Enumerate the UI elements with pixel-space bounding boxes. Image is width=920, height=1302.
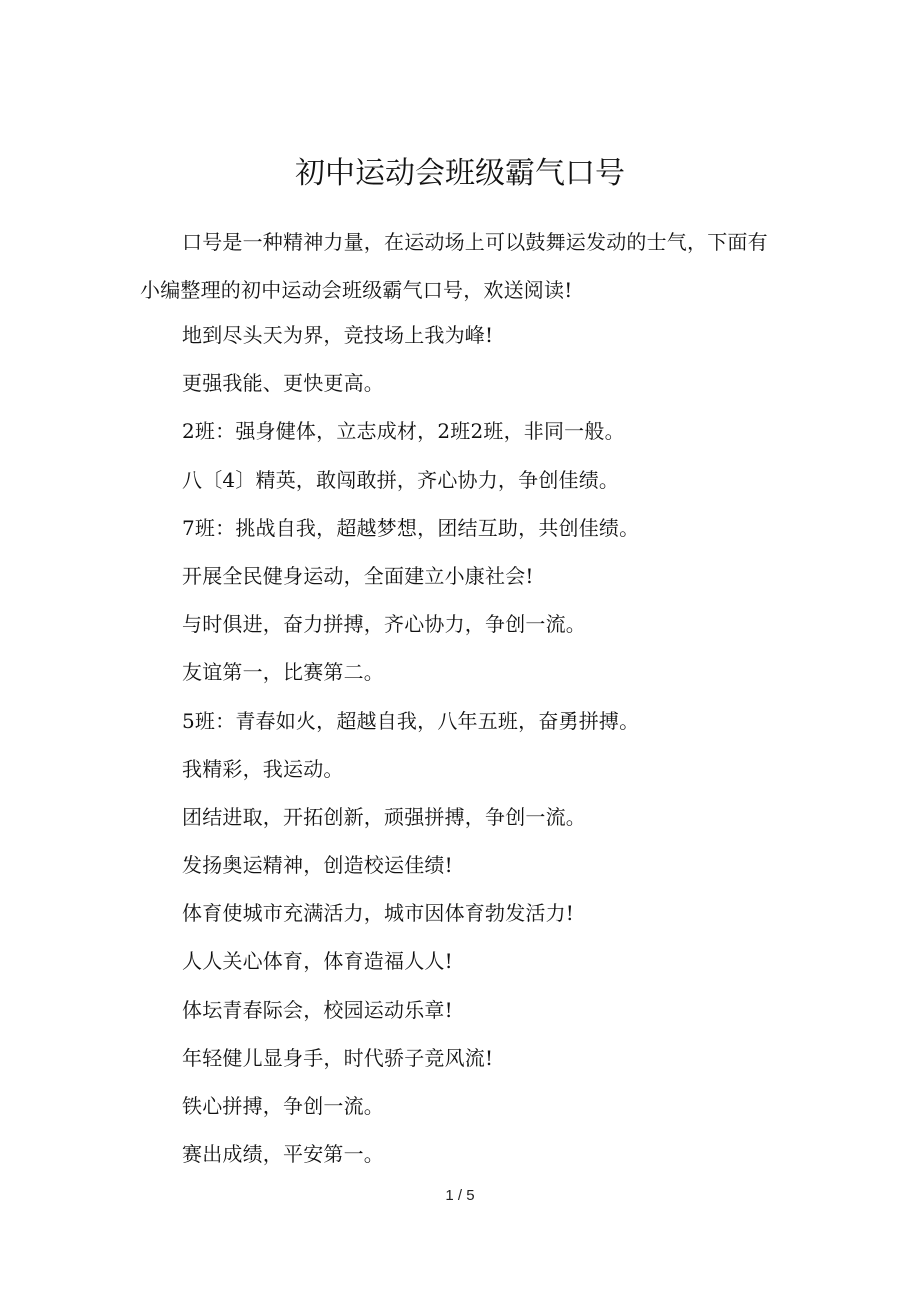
slogan-item: 开展全民健身运动，全面建立小康社会!	[182, 563, 534, 588]
slogan-item: 我精彩，我运动。	[182, 756, 344, 781]
slogan-item: 铁心拼搏，争创一流。	[182, 1094, 384, 1118]
slogan-item: 地到尽头天为界，竞技场上我为峰!	[182, 323, 494, 347]
slogan-item: 更强我能、更快更高。	[182, 371, 384, 396]
slogan-item: 人人关心体育，体育造福人人!	[182, 949, 453, 974]
slogan-item: 与时俱进，奋力拼搏，齐心协力，争创一流。	[182, 612, 586, 637]
slogan-list	[182, 311, 782, 1178]
intro-paragraph: 口号是一种精神力量，在运动场上可以鼓舞运发动的士气，下面有小编整理的初中运动会班级霸气口号，欢送阅读!	[140, 230, 768, 302]
slogan-item: 赛出成绩，平安第一。	[182, 1142, 384, 1167]
slogan-item: 7班：挑战自我，超越梦想，团结互助，共创佳绩。	[182, 515, 640, 540]
slogan-item: 团结进取，开拓创新，顽强拼搏，争创一流。	[182, 804, 586, 829]
slogan-item: 5班：青春如火，超越自我，八年五班，奋勇拼搏。	[182, 708, 640, 733]
slogan-item: 发扬奥运精神，创造校运佳绩!	[182, 853, 453, 878]
page-number: 1 / 5	[445, 1187, 475, 1204]
slogan-item: 八〔4〕精英，敢闯敢拼，齐心协力，争创佳绩。	[182, 467, 620, 492]
slogan-item: 2班：强身健体，立志成材，2班2班，非同一般。	[182, 419, 625, 444]
slogan-item: 友谊第一，比赛第二。	[182, 660, 384, 685]
slogan-item: 年轻健儿显身手，时代骄子竞风流!	[182, 1045, 494, 1070]
slogan-item: 体育使城市充满活力，城市因体育勃发活力!	[182, 901, 575, 926]
slogan-item: 体坛青春际会，校园运动乐章!	[182, 997, 453, 1022]
document-title: 初中运动会班级霸气口号	[295, 156, 625, 191]
